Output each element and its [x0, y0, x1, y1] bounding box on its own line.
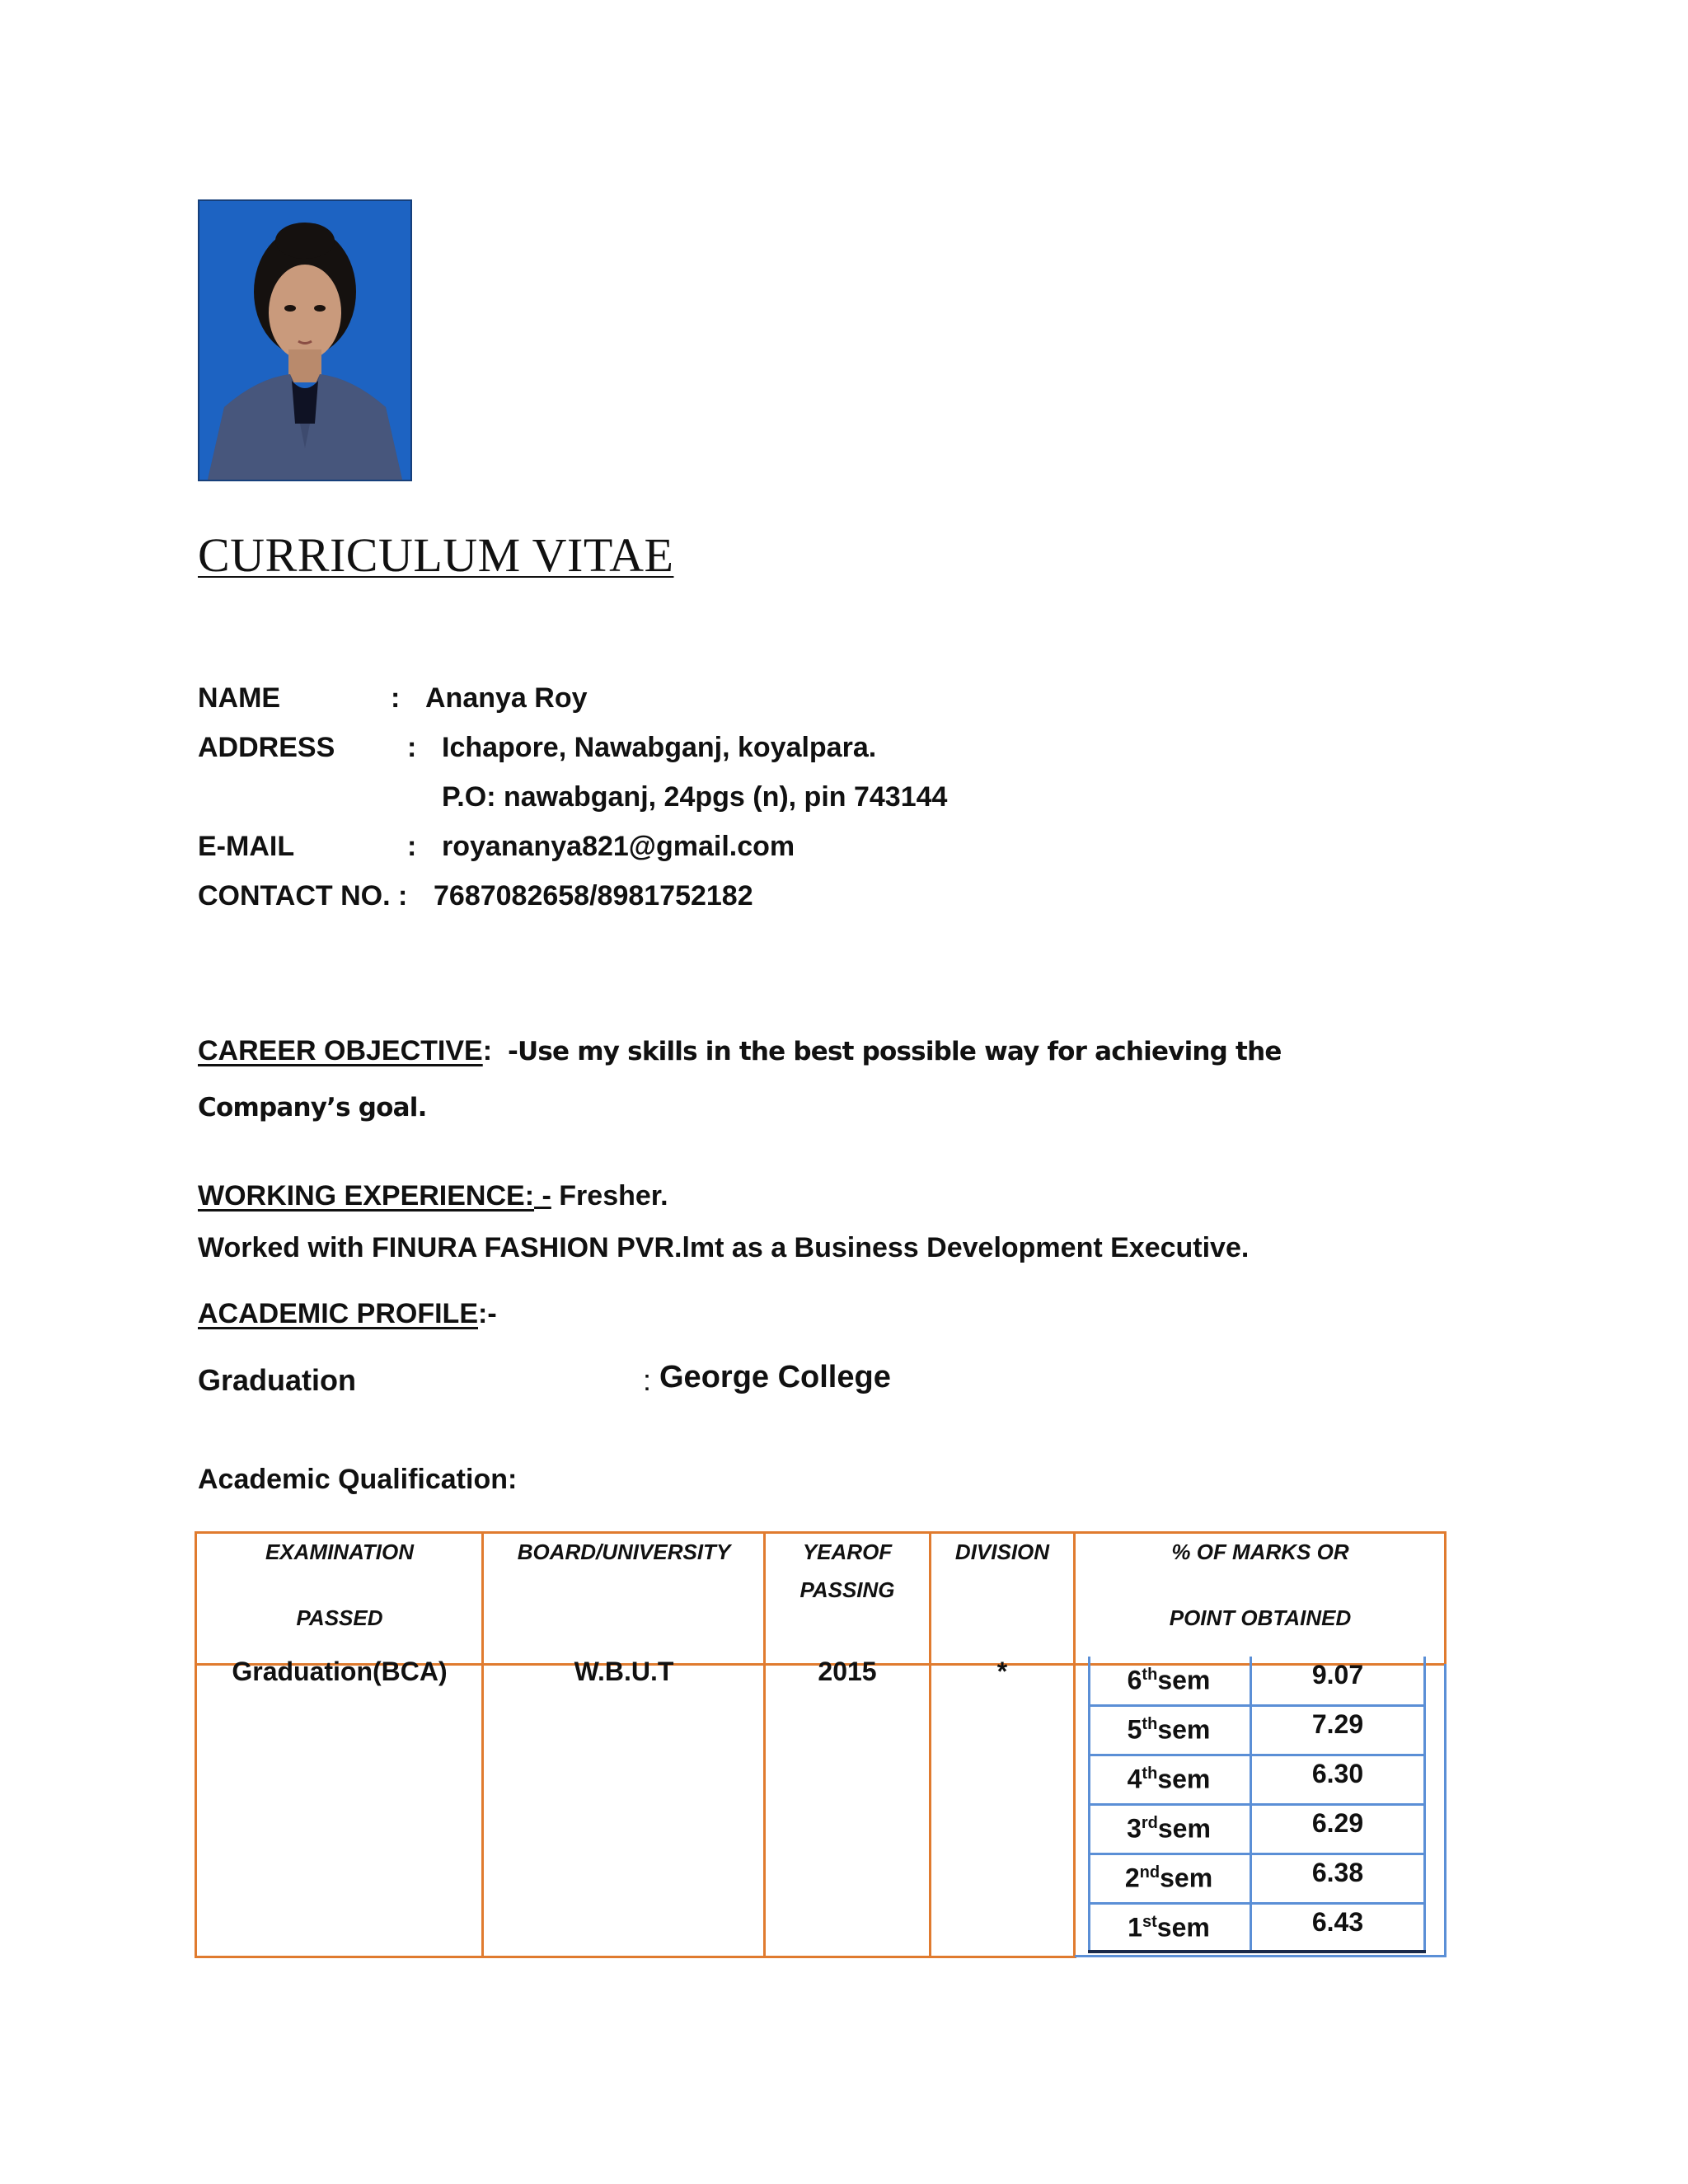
header-division: DIVISION	[954, 1540, 1050, 1564]
cell-examination: Graduation(BCA)	[232, 1657, 448, 1686]
contact-value: 7687082658/8981752182	[434, 880, 753, 912]
name-colon: :	[391, 682, 401, 714]
semester-row	[1088, 1657, 1426, 1706]
profile-photo	[198, 199, 412, 481]
table-col-border	[481, 1531, 484, 1958]
semester-row	[1088, 1854, 1426, 1904]
semester-label: 4thsem	[1127, 1764, 1211, 1794]
academic-profile-heading: ACADEMIC PROFILE	[198, 1298, 478, 1329]
working-experience	[198, 1180, 668, 1212]
working-experience-heading: WORKING EXPERIENCE:	[198, 1180, 535, 1212]
graduation-college: George College	[659, 1360, 891, 1394]
semester-label: 6thsem	[1127, 1665, 1211, 1695]
cell-year: 2015	[818, 1657, 877, 1686]
header-board: BOARD/UNIVERSITY	[517, 1540, 731, 1564]
contact-label: CONTACT NO. :	[198, 880, 408, 912]
portrait-illustration	[199, 201, 410, 480]
career-objective-heading: CAREER OBJECTIVE	[198, 1035, 483, 1066]
cell-division: *	[996, 1657, 1008, 1686]
document-title: CURRICULUM VITAE	[198, 528, 674, 582]
graduation-label: Graduation	[198, 1363, 357, 1397]
semester-row	[1088, 1805, 1426, 1854]
header-year-line-2: PASSING	[799, 1577, 895, 1602]
table-col-border	[195, 1531, 197, 1958]
graduation-colon: :	[643, 1363, 652, 1397]
career-objective-text-line-1: -Use my skills in the best possible way for achieving the	[507, 1037, 1282, 1066]
semester-label: 1stsem	[1128, 1912, 1210, 1943]
header-examination-line-1: EXAMINATION	[265, 1540, 415, 1564]
academic-profile-suffix: :-	[478, 1298, 497, 1329]
table-col-border	[1073, 1531, 1076, 1958]
table-col-border	[1444, 1531, 1447, 1666]
semester-row	[1088, 1904, 1426, 1953]
career-objective	[198, 1035, 1282, 1067]
table-col-border	[763, 1531, 766, 1958]
semester-score: 9.07	[1311, 1660, 1364, 1690]
semester-score: 6.29	[1311, 1808, 1364, 1838]
working-experience-dash: -	[542, 1180, 551, 1212]
header-marks-line-2: POINT OBTAINED	[1169, 1605, 1352, 1630]
table-right-border-lower	[1444, 1664, 1447, 1957]
address-line-2: P.O: nawabganj, 24pgs (n), pin 743144	[442, 781, 948, 813]
email-value: royananya821@gmail.com	[442, 831, 795, 862]
working-experience-status: Fresher.	[559, 1180, 668, 1212]
academic-profile	[198, 1298, 497, 1330]
header-examination	[198, 1533, 481, 1637]
semester-marks-grid	[1088, 1657, 1426, 1953]
semester-score: 6.43	[1311, 1907, 1364, 1937]
semester-score: 7.29	[1311, 1709, 1364, 1739]
address-colon: :	[407, 732, 417, 763]
working-experience-detail: Worked with FINURA FASHION PVR.lmt as a Business Development Executive.	[198, 1232, 1250, 1263]
table-bottom-border-right	[1075, 1955, 1447, 1957]
semester-row	[1088, 1755, 1426, 1805]
name-value: Ananya Roy	[425, 682, 588, 714]
address-label: ADDRESS	[198, 732, 335, 763]
semester-label: 3rdsem	[1127, 1813, 1211, 1844]
semester-score: 6.38	[1311, 1858, 1364, 1887]
semester-score: 6.30	[1311, 1759, 1364, 1788]
semester-row	[1088, 1706, 1426, 1755]
header-year	[767, 1533, 928, 1609]
semester-label: 5thsem	[1127, 1714, 1211, 1745]
table-col-border	[929, 1531, 931, 1958]
header-year-line-1: YEAROF	[802, 1540, 893, 1564]
email-colon: :	[407, 831, 417, 862]
academic-qualification-heading: Academic Qualification:	[198, 1464, 518, 1495]
email-label: E-MAIL	[198, 831, 295, 862]
table-bottom-border	[195, 1956, 1076, 1958]
cell-board: W.B.U.T	[574, 1657, 674, 1686]
address-line-1: Ichapore, Nawabganj, koyalpara.	[442, 732, 877, 763]
header-marks-line-1: % OF MARKS OR	[1171, 1540, 1349, 1564]
header-marks	[1076, 1533, 1444, 1637]
career-objective-text-line-2: Company’s goal.	[198, 1093, 427, 1122]
career-separator: :	[482, 1035, 493, 1066]
header-examination-line-2: PASSED	[296, 1605, 383, 1630]
semester-label: 2ndsem	[1124, 1863, 1213, 1893]
name-label: NAME	[198, 682, 281, 714]
